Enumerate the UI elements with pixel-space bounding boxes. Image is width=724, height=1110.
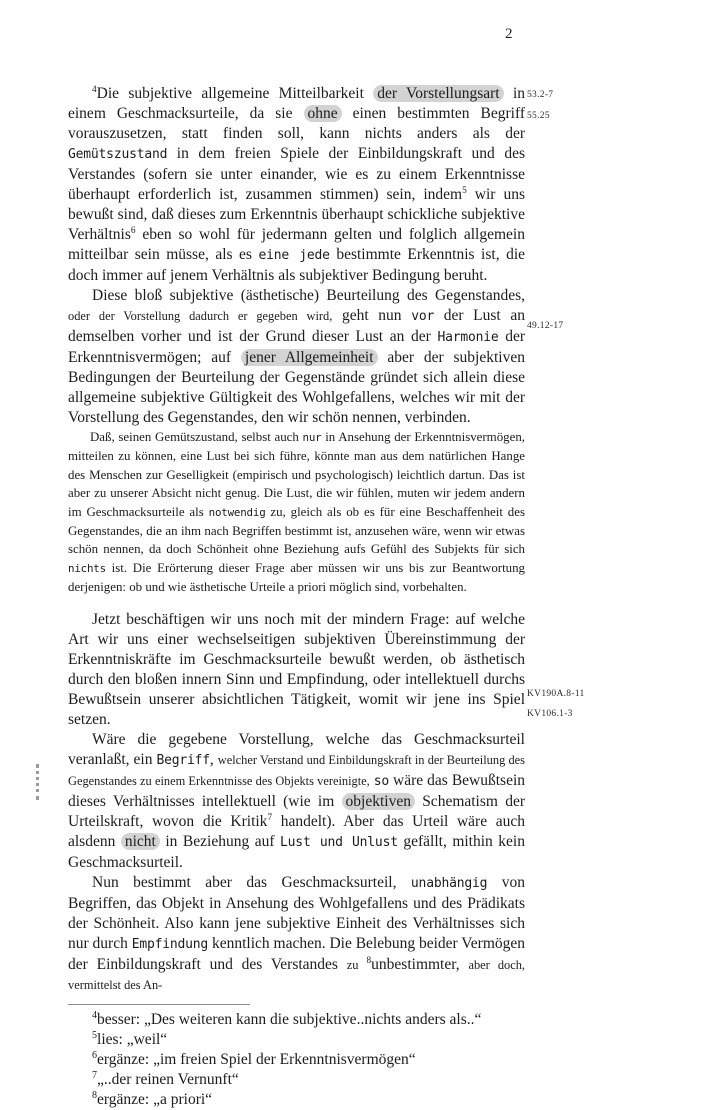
editorial-small-text: zu <box>346 957 367 972</box>
footnote <box>68 1090 525 1110</box>
highlighted-text: nicht <box>121 833 160 850</box>
footnote-number: 6 <box>92 1049 98 1061</box>
text-segment: der Lust an demselben vorher und ist der Grund dieser Lust an der <box>68 307 526 345</box>
typewriter-text: nur <box>302 431 322 444</box>
text-segment: Daß, seinen Gemütszustand, selbst auch <box>90 430 303 444</box>
text-segment: Nun bestimmt aber das Geschmacksurteil, <box>92 873 411 891</box>
footnote-text: ergänze: „a priori“ <box>97 1090 213 1108</box>
text-segment: zu, gleich als ob es für eine Beschaffenheit des Gegenstandes, die an ihm nach Begriffen bestimmt ist, anzusehen wäre, wenn wir etwas schön nennen, da doch Schönheit ohne Beziehung aufs Gefühl des Subjekts für sich <box>68 504 525 557</box>
footnote-text: besser: „Des weiteren kann die subjektive..nichts anders als..“ <box>97 1010 482 1028</box>
paragraph <box>68 286 525 428</box>
paragraph <box>68 610 525 730</box>
highlighted-text: objektiven <box>342 793 415 810</box>
footnote <box>68 1030 525 1050</box>
footnote-rule <box>68 1004 250 1005</box>
text-segment: geht nun <box>332 307 412 324</box>
typewriter-text: Begriff <box>156 752 210 768</box>
editorial-small-text: welcher Verstand und Einbildungskraft in der Beurteilung des Gegenstandes zu einem Erkenntnisse des Objekts vereinigte, <box>68 752 525 788</box>
highlighted-text: der Vorstellungsart <box>373 85 503 102</box>
footnote-number: 5 <box>92 1029 98 1041</box>
footnote <box>68 1050 525 1070</box>
editorial-small-text: aber doch, vermittelst des An- <box>68 957 525 992</box>
page-number: 2 <box>505 26 513 42</box>
margin-line-reference: KV106.1-3 <box>527 709 573 719</box>
text-segment: handelt). Aber das Urteil wäre auch alsdenn <box>68 812 525 850</box>
typewriter-text: Empfindung <box>131 936 209 952</box>
typewriter-text: notwendig <box>208 505 266 519</box>
footnote-block <box>68 1004 525 1110</box>
footnote-text: „..der reinen Vernunft“ <box>97 1070 239 1088</box>
text-segment: einen bestimmten Begriff vorauszusetzen, statt finden soll, kann nichts anders als der <box>68 105 525 142</box>
text-segment: in Ansehung der Erkenntnisvermögen, mitteilen zu können, eine Lust bei sich führe, könnte man aus dem natürlichen Hange des Menschen zur Geselligkeit (empirisch und psychologisch) leichtlich dartun. Das ist aber zu unserer Absicht nicht genug. Die Lust, die wir fühlen, muten wir jedem andern im Geschmacksurteile als <box>68 430 525 519</box>
text-segment: , <box>209 750 218 768</box>
main-text-column <box>68 84 525 1110</box>
text-segment: gefällt, mithin kein Geschmacksurteil. <box>68 832 525 871</box>
typewriter-text: so <box>373 773 390 789</box>
margin-line-reference: 55.25 <box>527 111 550 121</box>
footnote <box>68 1070 525 1090</box>
footnote-number: 4 <box>92 1009 98 1021</box>
typewriter-text: Lust und Unlust <box>280 834 398 850</box>
text-segment: Schematism der Urteilskraft, wovon die Kritik <box>68 792 525 830</box>
typewriter-text: Harmonie <box>437 330 499 345</box>
text-segment: eben so wohl für jedermann gelten und folglich allgemein mitteilbar sein müsse, als es <box>68 226 525 263</box>
highlighted-text: jener Allgemeinheit <box>241 349 378 366</box>
text-segment: wäre das Bewußtsein dieses Verhältnisses intellektuell (wie im <box>68 771 526 810</box>
typewriter-text: nichts <box>68 561 106 575</box>
text-segment: in einem Geschmacksurteile, da sie <box>68 85 525 122</box>
text-segment: wir uns bewußt sind, daß dieses zum Erkenntnis überhaupt schickliche subjektive Verhältnis <box>68 186 525 243</box>
typewriter-text: unabhängig <box>410 875 488 891</box>
paragraph <box>68 730 525 873</box>
paragraph <box>68 428 525 597</box>
highlighted-text: ohne <box>304 105 342 122</box>
footnote-reference: 8 <box>366 955 372 966</box>
footnote-reference: 7 <box>267 812 273 823</box>
margin-line-reference: KV190A.8-11 <box>527 689 585 699</box>
editorial-small-text: oder der Vorstellung dadurch er gegeben wird, <box>68 309 333 323</box>
text-segment: Die subjektive allgemeine Mitteilbarkeit <box>96 85 374 102</box>
text-segment: Wäre die gegebene Vorstellung, welche das Geschmacksurteil veranlaßt, ein <box>68 730 525 768</box>
text-segment: ist. Die Erörterung dieser Frage aber müssen wir uns bis zur Beantwortung derjenigen: ob und wie ästhetische Urteile a priori möglich sind, vorbehalten. <box>68 560 525 595</box>
text-segment: kenntlich machen. Die Belebung beider Vermögen der Einbildungskraft und des Verstandes <box>68 934 526 973</box>
text-segment: in dem freien Spiele der Einbildungskraft und des Verstandes (sofern sie unter einander, wie es zu einem Erkenntnisse überhaupt erforderlich ist, zusammen stimmen) sein, indem <box>68 145 525 203</box>
text-segment: bestimmte Erkenntnis ist, die doch immer auf jenem Verhältnis als subjektiver Bedingung beruht. <box>68 246 525 284</box>
text-segment: der Erkenntnisvermögen; auf <box>68 328 525 366</box>
margin-line-reference: 49.12-17 <box>527 321 564 331</box>
text-segment: aber der subjektiven Bedingungen der Beurteilung der Gegenstände gründet sich allein diese allgemeine subjektive Gültigkeit des Wohlgefallens, welches wir mit der Vorstellung des Gegenstandes, den wir schön nennen, verbinden. <box>68 349 525 426</box>
footnote-reference: 5 <box>462 185 467 196</box>
text-segment: von Begriffen, das Objekt in Ansehung des Wohlgefallens und des Prädikats der Schönheit. Also kann jene subjektive Einheit des Verhältnisses sich nur durch <box>68 873 526 952</box>
footnote-text: lies: „weil“ <box>97 1030 168 1048</box>
body-paragraphs <box>68 84 525 995</box>
paragraph <box>68 873 525 995</box>
footnote-number: 7 <box>92 1069 98 1081</box>
footnote-reference: 6 <box>130 225 136 236</box>
footnote-number: 8 <box>92 1089 98 1101</box>
paragraph <box>68 84 525 286</box>
text-segment: Diese bloß subjektive (ästhetische) Beurteilung des Gegenstandes, <box>92 287 525 304</box>
margin-line-reference: 53.2-7 <box>527 90 554 100</box>
typewriter-text: vor <box>411 309 435 324</box>
typewriter-text: Gemütszustand <box>68 147 168 162</box>
typewriter-text: eine jede <box>258 248 330 263</box>
footnote-reference: 4 <box>92 84 97 95</box>
text-segment: Jetzt beschäftigen wir uns noch mit der mindern Frage: auf welche Art wir uns einer wechselseitigen subjektiven Übereinstimmung der Erkenntniskräfte im Geschmacksurteile bewußt werden, ob ästhetisch durch den bloßen innern Sinn und Empfindung, oder intellektuell durchs Bewußtsein unserer absichtlichen Tätigkeit, womit wir jene ins Spiel setzen. <box>68 610 525 728</box>
text-segment: unbestimmter, <box>371 955 469 973</box>
text-segment: in Beziehung auf <box>159 832 281 850</box>
footnote-text: ergänze: „im freien Spiel der Erkenntnisvermögen“ <box>97 1050 416 1068</box>
footnote-list <box>68 1010 525 1110</box>
margin-dash-mark <box>36 764 39 800</box>
footnote <box>68 1010 525 1030</box>
